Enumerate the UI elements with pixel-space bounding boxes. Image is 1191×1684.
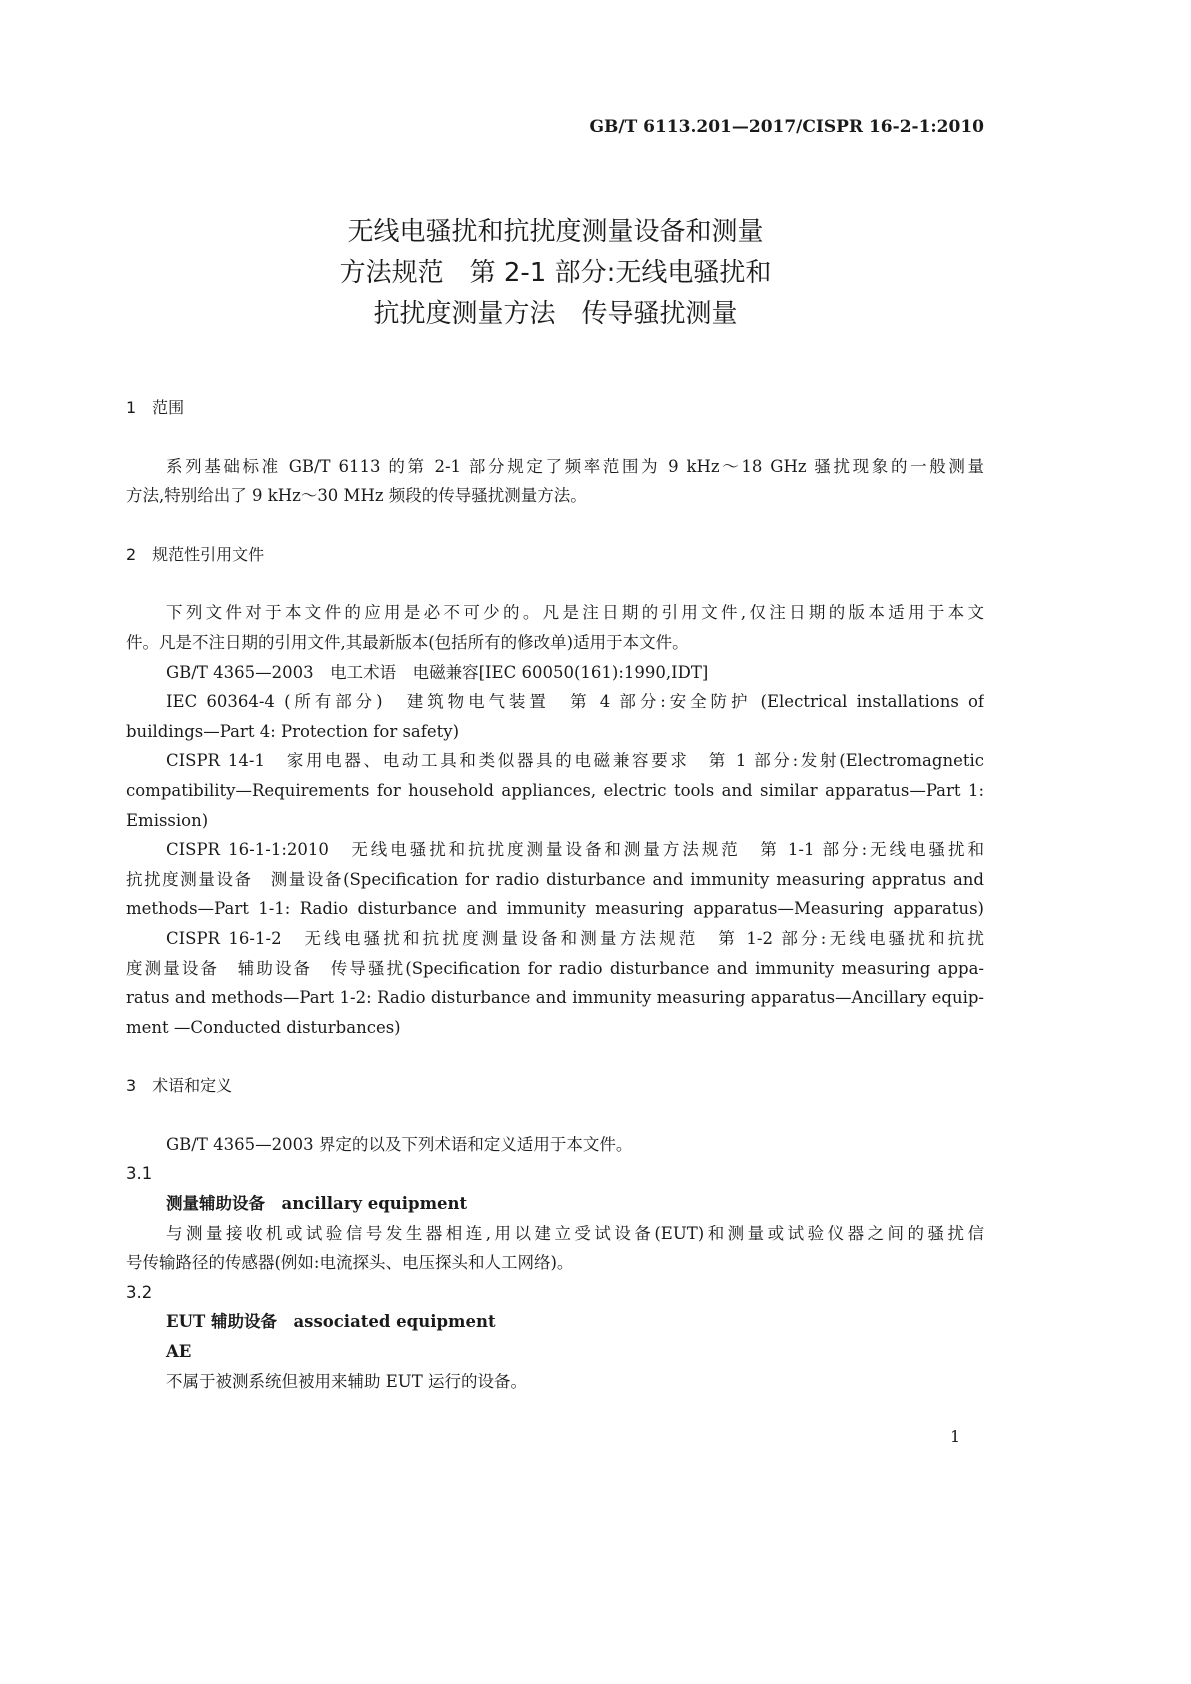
term-number: 3.1 bbox=[126, 1164, 153, 1184]
text-line: 方法,特别给出了 9 kHz～30 MHz 频段的传导骚扰测量方法。 bbox=[126, 486, 587, 506]
text-line: ment —Conducted disturbances) bbox=[126, 1017, 401, 1037]
text-line: 系列基础标准 GB/T 6113 的第 2-1 部分规定了频率范围为 9 kHz～18 GHz 骚扰现象的一般测量 bbox=[166, 456, 984, 476]
text-line: 抗扰度测量设备 测量设备(Specification for radio disturbance and immunity measuring appratus and bbox=[126, 869, 984, 889]
reference-item: IEC 60364-4 (所有部分) 建筑物电气装置 第 4 部分:安全防护 (Electrical installations of bbox=[166, 692, 984, 712]
section-heading-terms: 3 术语和定义 bbox=[126, 1076, 233, 1096]
text-line: 度测量设备 辅助设备 传导骚扰(Specification for radio disturbance and immunity measuring appa- bbox=[126, 958, 984, 978]
text-line: 下列文件对于本文件的应用是必不可少的。凡是注日期的引用文件,仅注日期的版本适用于本文 bbox=[166, 603, 984, 623]
term-abbreviation: AE bbox=[166, 1342, 192, 1362]
title-line: 无线电骚扰和抗扰度测量设备和测量 bbox=[347, 217, 764, 247]
title-line: 方法规范 第 2-1 部分:无线电骚扰和 bbox=[339, 258, 772, 288]
reference-item: CISPR 16-1-2 无线电骚扰和抗扰度测量设备和测量方法规范 第 1-2 部分:无线电骚扰和抗扰 bbox=[166, 928, 984, 948]
term-name: 测量辅助设备 ancillary equipment bbox=[166, 1194, 468, 1214]
term-definition: 与测量接收机或试验信号发生器相连,用以建立受试设备(EUT)和测量或试验仪器之间的骚扰信 bbox=[166, 1223, 984, 1243]
text-line: GB/T 4365—2003 界定的以及下列术语和定义适用于本文件。 bbox=[166, 1134, 633, 1154]
term-definition: 号传输路径的传感器(例如:电流探头、电压探头和人工网络)。 bbox=[126, 1253, 574, 1273]
reference-item: GB/T 4365—2003 电工术语 电磁兼容[IEC 60050(161):1990,IDT] bbox=[166, 662, 709, 682]
text-line: Emission) bbox=[126, 810, 209, 830]
term-number: 3.2 bbox=[126, 1282, 153, 1302]
reference-item: CISPR 14-1 家用电器、电动工具和类似器具的电磁兼容要求 第 1 部分:发射(Electromagnetic bbox=[166, 751, 984, 771]
title-line: 抗扰度测量方法 传导骚扰测量 bbox=[373, 299, 738, 329]
reference-item: CISPR 16-1-1:2010 无线电骚扰和抗扰度测量设备和测量方法规范 第 1-1 部分:无线电骚扰和 bbox=[166, 840, 984, 860]
document-body bbox=[126, 393, 984, 1396]
text-line: buildings—Part 4: Protection for safety) bbox=[126, 721, 460, 741]
term-name: EUT 辅助设备 associated equipment bbox=[166, 1312, 496, 1332]
section-heading-scope: 1 范围 bbox=[126, 398, 185, 417]
term-definition: 不属于被测系统但被用来辅助 EUT 运行的设备。 bbox=[166, 1371, 527, 1391]
text-line: methods—Part 1-1: Radio disturbance and immunity measuring apparatus—Measuring apparatus) bbox=[126, 899, 984, 919]
text-line: compatibility—Requirements for household appliances, electric tools and similar apparatus—Part 1: bbox=[126, 780, 984, 800]
page-number: 1 bbox=[950, 1427, 961, 1446]
text-line: 件。凡是不注日期的引用文件,其最新版本(包括所有的修改单)适用于本文件。 bbox=[126, 632, 689, 652]
section-heading-normative-references: 2 规范性引用文件 bbox=[126, 544, 265, 564]
document-title bbox=[0, 212, 1111, 335]
text-line: ratus and methods—Part 1-2: Radio disturbance and immunity measuring apparatus—Ancillary equip- bbox=[126, 988, 984, 1008]
document-header-code: GB/T 6113.201—2017/CISPR 16-2-1:2010 bbox=[589, 117, 984, 137]
